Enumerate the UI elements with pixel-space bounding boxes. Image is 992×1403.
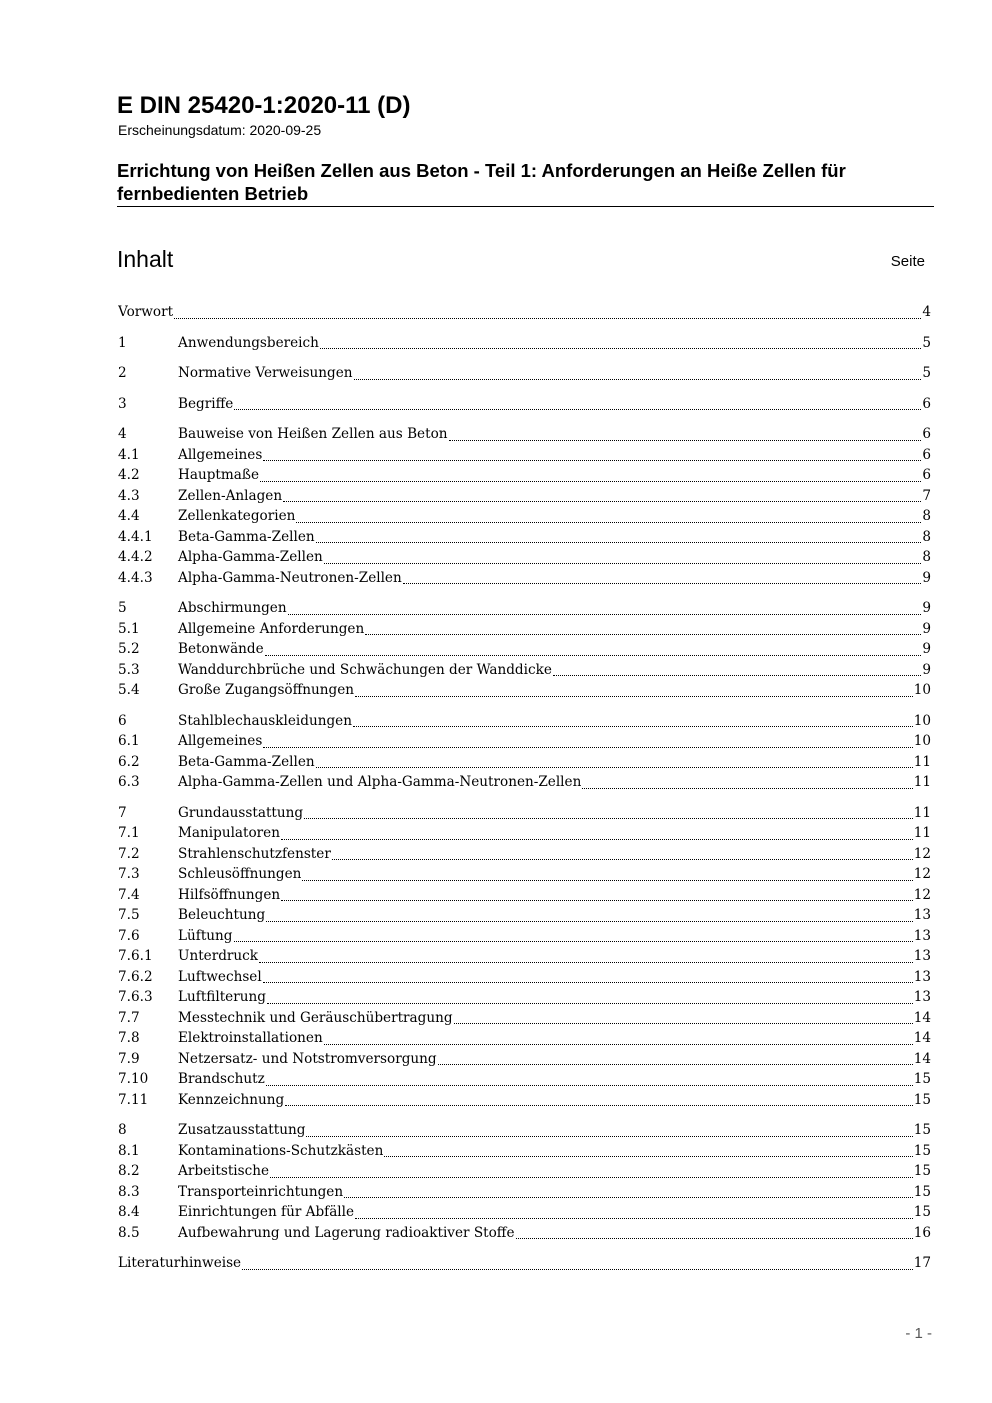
toc-dot-leader [332, 855, 913, 860]
toc-entry[interactable] [118, 445, 931, 466]
toc-dot-leader [265, 651, 922, 656]
toc-entry-page: 15 [913, 1204, 931, 1220]
toc-entry-number: 3 [118, 395, 127, 412]
toc-dot-leader [553, 671, 921, 676]
toc-dot-leader [263, 456, 921, 461]
toc-entry-page: 10 [913, 712, 931, 729]
toc-entry-title: Vorwort [118, 304, 174, 320]
toc-entry-page: 12 [913, 886, 931, 903]
toc-entry-number: 8.4 [118, 1204, 140, 1220]
toc-entry-number: 4.1 [118, 446, 140, 463]
toc-entry-number: 5.2 [118, 641, 140, 657]
toc-dot-leader [449, 436, 922, 441]
toc-entry-page: 11 [913, 804, 931, 821]
toc-entry[interactable] [118, 1069, 931, 1090]
toc-entry[interactable] [118, 844, 931, 865]
toc-entry-number: 8.1 [118, 1142, 140, 1159]
toc-entry-title: Elektroinstallationen [178, 1030, 323, 1046]
toc-dot-leader [285, 1101, 912, 1106]
toc-entry-title: Grundausstattung [178, 804, 304, 821]
toc-entry[interactable] [118, 752, 931, 773]
toc-entry[interactable] [118, 1253, 931, 1274]
toc-entry-page: 11 [913, 774, 931, 790]
toc-entry[interactable] [118, 926, 931, 947]
toc-entry-page: 9 [922, 641, 931, 657]
toc-entry-title: Beta-Gamma-Zellen [178, 753, 315, 770]
toc-dot-leader [306, 1132, 912, 1137]
toc-entry-page: 9 [922, 569, 931, 586]
toc-entry-number: 5.1 [118, 620, 140, 637]
toc-entry-page: 13 [913, 927, 931, 944]
toc-entry-number: 8.2 [118, 1163, 140, 1179]
toc-dot-leader [281, 835, 913, 840]
toc-entry-number: 8 [118, 1122, 127, 1138]
publication-date: Erscheinungsdatum: 2020-09-25 [118, 122, 322, 138]
toc-dot-leader [324, 1040, 913, 1045]
toc-entry-title: Messtechnik und Geräuschübertragung [178, 1009, 453, 1026]
toc-dot-leader [438, 1060, 913, 1065]
toc-entry-number: 5.4 [118, 682, 140, 698]
toc-dot-leader [174, 314, 921, 319]
toc-entry[interactable] [118, 568, 931, 589]
toc-entry-title: Normative Verweisungen [178, 365, 353, 381]
toc-entry-number: 6.3 [118, 774, 140, 790]
toc-entry-page: 12 [913, 845, 931, 862]
toc-dot-leader [355, 1214, 913, 1219]
toc-entry[interactable] [118, 1090, 931, 1111]
toc-entry-page: 6 [922, 467, 931, 483]
toc-entry[interactable] [118, 1141, 931, 1162]
toc-entry-number: 7.5 [118, 907, 140, 923]
toc-entry[interactable] [118, 885, 931, 906]
toc-entry-number: 2 [118, 365, 127, 381]
toc-entry-title: Kontaminations-Schutzkästen [178, 1142, 384, 1159]
toc-dot-leader [288, 610, 922, 615]
toc-entry-page: 15 [913, 1122, 931, 1138]
toc-entry-number: 7.11 [118, 1091, 149, 1108]
toc-entry[interactable] [118, 506, 931, 527]
toc-entry-title: Manipulatoren [178, 825, 280, 841]
toc-entry-title: Hilfsöffnungen [178, 886, 281, 903]
toc-dot-leader [270, 1173, 913, 1178]
toc-dot-leader [263, 743, 912, 748]
toc-entry-number: 7.3 [118, 866, 140, 882]
toc-entry-title: Allgemeines [178, 446, 263, 463]
toc-entry-page: 9 [922, 661, 931, 678]
toc-entry[interactable] [118, 619, 931, 640]
toc-entry-number: 8.3 [118, 1183, 140, 1200]
toc-entry-page: 5 [922, 365, 931, 381]
toc-dot-leader [365, 630, 921, 635]
toc-entry-page: 12 [913, 866, 931, 882]
toc-entry-page: 13 [913, 948, 931, 964]
toc-entry-number: 4.4.1 [118, 528, 153, 545]
toc-entry-page: 10 [913, 733, 931, 749]
toc-entry-number: 4.4 [118, 508, 140, 524]
toc-dot-leader [582, 784, 912, 789]
toc-entry[interactable] [118, 823, 931, 844]
toc-entry-page: 16 [913, 1224, 931, 1241]
toc-entry-title: Betonwände [178, 641, 264, 657]
toc-entry-title: Luftfilterung [178, 989, 266, 1005]
toc-entry-number: 7.1 [118, 825, 140, 841]
toc-dot-leader [304, 814, 913, 819]
toc-entry[interactable] [118, 803, 931, 824]
toc-entry[interactable] [118, 598, 931, 619]
toc-entry-title: Alpha-Gamma-Zellen und Alpha-Gamma-Neutronen-Zellen [178, 774, 582, 790]
toc-entry-title: Aufbewahrung und Lagerung radioaktiver Stoffe [178, 1224, 515, 1241]
toc-entry-title: Lüftung [178, 927, 233, 944]
toc-entry-number: 1 [118, 334, 127, 351]
toc-entry-page: 13 [913, 968, 931, 985]
toc-dot-leader [263, 978, 913, 983]
toc-entry-title: Begriffe [178, 395, 234, 412]
toc-entry-page: 15 [913, 1163, 931, 1179]
toc-entry-title: Beta-Gamma-Zellen [178, 528, 315, 545]
toc-entry[interactable] [118, 864, 931, 885]
title-divider [117, 206, 934, 207]
toc-entry-title: Unterdruck [178, 948, 259, 964]
toc-entry-page: 14 [913, 1050, 931, 1067]
toc-entry[interactable] [118, 1182, 931, 1203]
toc-entry-page: 6 [922, 446, 931, 463]
toc-entry-number: 7.2 [118, 845, 140, 862]
toc-dot-leader [316, 763, 913, 768]
toc-entry-title: Anwendungsbereich [178, 334, 319, 351]
toc-dot-leader [242, 1265, 913, 1270]
toc-entry-page: 13 [913, 907, 931, 923]
toc-entry[interactable] [118, 711, 931, 732]
toc-entry-page: 15 [913, 1071, 931, 1087]
toc-entry[interactable] [118, 660, 931, 681]
toc-entry-page: 15 [913, 1183, 931, 1200]
toc-dot-leader [516, 1234, 913, 1239]
toc-entry-title: Netzersatz- und Notstromversorgung [178, 1050, 437, 1067]
toc-entry[interactable] [118, 967, 931, 988]
toc-entry[interactable] [118, 394, 931, 415]
toc-entry-page: 7 [922, 487, 931, 504]
toc-entry-title: Brandschutz [178, 1071, 265, 1087]
toc-entry-title: Große Zugangsöffnungen [178, 682, 355, 698]
toc-dot-leader [281, 896, 913, 901]
toc-entry-title: Arbeitstische [178, 1163, 270, 1179]
toc-entry[interactable] [118, 680, 931, 701]
toc-entry-title: Alpha-Gamma-Zellen [178, 549, 323, 565]
toc-entry-number: 7 [118, 804, 127, 821]
toc-entry-number: 7.6 [118, 927, 140, 944]
toc-entry-number: 4.4.2 [118, 549, 153, 565]
toc-entry-page: 6 [922, 426, 931, 442]
toc-dot-leader [353, 722, 913, 727]
toc-dot-leader [344, 1193, 913, 1198]
toc-entry-number: 7.7 [118, 1009, 140, 1026]
toc-entry-title: Transporteinrichtungen [178, 1183, 344, 1200]
toc-entry-number: 8.5 [118, 1224, 140, 1241]
document-title: Errichtung von Heißen Zellen aus Beton - Teil 1: Anforderungen an Heiße Zellen für fernbedienten Betrieb [117, 160, 846, 204]
toc-entry-number: 7.8 [118, 1030, 140, 1046]
toc-entry[interactable] [118, 905, 931, 926]
toc-entry-page: 15 [913, 1142, 931, 1159]
toc-entry-title: Hauptmaße [178, 467, 259, 483]
toc-dot-leader [454, 1019, 913, 1024]
toc-dot-leader [266, 917, 912, 922]
toc-entry-number: 7.6.2 [118, 968, 153, 985]
toc-entry-page: 14 [913, 1009, 931, 1026]
toc-entry-title: Allgemeines [178, 733, 263, 749]
toc-entry[interactable] [118, 1161, 931, 1182]
toc-entry-title: Luftwechsel [178, 968, 262, 985]
toc-entry[interactable] [118, 486, 931, 507]
toc-entry-title: Kennzeichnung [178, 1091, 285, 1108]
toc-entry-number: 7.6.3 [118, 989, 153, 1005]
toc-dot-leader [260, 477, 921, 482]
toc-entry[interactable] [118, 731, 931, 752]
toc-entry-number: 7.10 [118, 1071, 149, 1087]
table-of-contents [118, 302, 931, 1274]
toc-entry[interactable] [118, 527, 931, 548]
toc-entry[interactable] [118, 987, 931, 1008]
toc-entry-title: Strahlenschutzfenster [178, 845, 331, 862]
toc-entry-number: 7.9 [118, 1050, 140, 1067]
toc-dot-leader [296, 518, 921, 523]
toc-entry[interactable] [118, 302, 931, 323]
toc-entry-title: Abschirmungen [178, 600, 287, 616]
toc-dot-leader [355, 692, 913, 697]
toc-entry[interactable] [118, 1008, 931, 1029]
toc-dot-leader [324, 559, 922, 564]
toc-entry-page: 5 [922, 334, 931, 351]
toc-entry-title: Zellenkategorien [178, 508, 296, 524]
toc-entry-title: Schleusöffnungen [178, 866, 302, 882]
toc-dot-leader [259, 958, 913, 963]
toc-entry[interactable] [118, 946, 931, 967]
document-code: E DIN 25420-1:2020-11 (D) [117, 92, 411, 119]
toc-entry-number: 4.3 [118, 487, 140, 504]
toc-entry-title: Beleuchtung [178, 907, 266, 923]
toc-dot-leader [266, 1081, 913, 1086]
toc-entry[interactable] [118, 639, 931, 660]
toc-entry[interactable] [118, 1223, 931, 1244]
toc-entry-number: 4.2 [118, 467, 140, 483]
toc-entry-title: Alpha-Gamma-Neutronen-Zellen [178, 569, 402, 586]
toc-entry-title: Stahlblechauskleidungen [178, 712, 352, 729]
toc-entry[interactable] [118, 363, 931, 384]
toc-entry[interactable] [118, 1202, 931, 1223]
toc-entry[interactable] [118, 1028, 931, 1049]
toc-page-column-label: Seite [890, 253, 925, 270]
toc-dot-leader [302, 876, 912, 881]
toc-entry-number: 5.3 [118, 661, 140, 678]
toc-dot-leader [320, 344, 921, 349]
toc-entry-title: Wanddurchbrüche und Schwächungen der Wanddicke [178, 661, 552, 678]
toc-entry-page: 11 [913, 753, 931, 770]
toc-dot-leader [354, 375, 922, 380]
toc-entry[interactable] [118, 1049, 931, 1070]
toc-dot-leader [403, 579, 922, 584]
toc-entry[interactable] [118, 333, 931, 354]
toc-entry-title: Bauweise von Heißen Zellen aus Beton [178, 426, 448, 442]
toc-entry-number: 6.1 [118, 733, 140, 749]
toc-entry-page: 11 [913, 825, 931, 841]
toc-entry-page: 13 [913, 989, 931, 1005]
toc-heading: Inhalt [117, 246, 174, 272]
toc-entry-page: 10 [913, 682, 931, 698]
toc-entry-number: 6 [118, 712, 127, 729]
toc-entry-page: 15 [913, 1091, 931, 1108]
toc-entry-page: 14 [913, 1030, 931, 1046]
toc-entry-title: Zusatzausstattung [178, 1122, 306, 1138]
toc-entry-page: 9 [922, 620, 931, 637]
toc-entry-page: 9 [922, 600, 931, 616]
toc-dot-leader [267, 999, 913, 1004]
toc-dot-leader [234, 405, 921, 410]
toc-entry[interactable] [118, 1120, 931, 1141]
toc-dot-leader [234, 937, 913, 942]
toc-entry[interactable] [118, 547, 931, 568]
toc-dot-leader [283, 497, 921, 502]
page-number: - 1 - [905, 1325, 932, 1342]
toc-entry-page: 8 [922, 549, 931, 565]
toc-entry-number: 4.4.3 [118, 569, 153, 586]
toc-entry-page: 17 [913, 1255, 931, 1271]
toc-entry-title: Literaturhinweise [118, 1255, 242, 1271]
toc-entry-title: Einrichtungen für Abfälle [178, 1204, 355, 1220]
toc-dot-leader [384, 1152, 912, 1157]
toc-entry[interactable] [118, 424, 931, 445]
toc-entry-number: 4 [118, 426, 127, 442]
toc-entry-page: 6 [922, 395, 931, 412]
toc-entry-page: 4 [922, 304, 931, 320]
toc-entry[interactable] [118, 465, 931, 486]
toc-entry-title: Allgemeine Anforderungen [178, 620, 365, 637]
toc-entry-number: 7.6.1 [118, 948, 153, 964]
toc-entry-page: 8 [922, 528, 931, 545]
toc-entry-title: Zellen-Anlagen [178, 487, 283, 504]
toc-entry-number: 5 [118, 600, 127, 616]
toc-dot-leader [316, 538, 922, 543]
toc-entry-number: 6.2 [118, 753, 140, 770]
toc-entry-number: 7.4 [118, 886, 140, 903]
toc-entry[interactable] [118, 772, 931, 793]
toc-entry-page: 8 [922, 508, 931, 524]
